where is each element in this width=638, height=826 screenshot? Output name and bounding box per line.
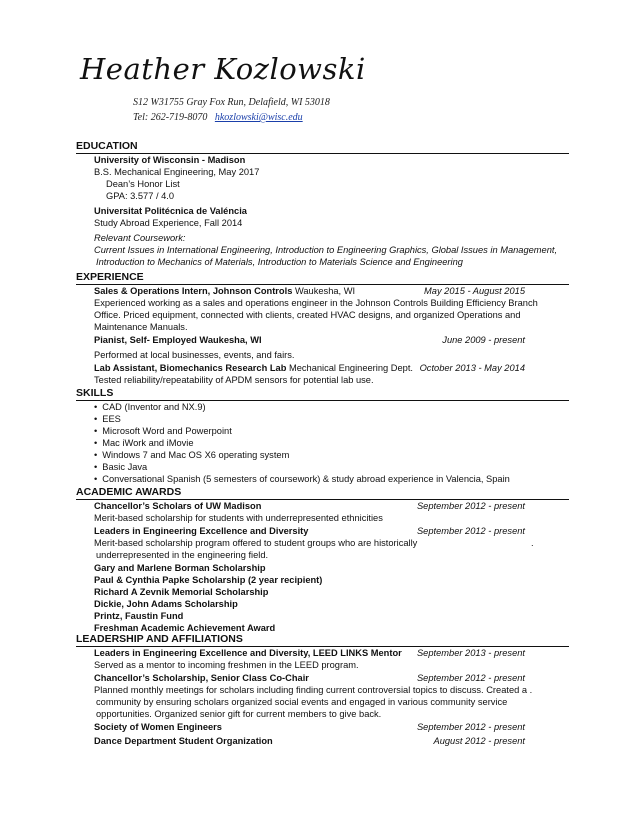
coursework-line: Current Issues in International Engineering, Introduction to Engineering Graphics, Global Issues in Management, <box>94 245 558 255</box>
award-title: Leaders in Engineering Excellence and Diversity <box>94 526 309 536</box>
role-desc: Planned monthly meetings for scholars including finding current controversial topics to discuss. Created a . <box>94 685 533 695</box>
job-date: October 2013 - May 2014 <box>419 363 525 373</box>
job-desc: Experienced working as a sales and operations engineer in the Johnson Controls Building Efficiency Branch <box>94 298 538 308</box>
role-desc: Served as a mentor to incoming freshmen in the LEED program. <box>94 660 359 670</box>
section-heading-experience: EXPERIENCE <box>76 271 569 285</box>
phone: Tel: 262-719-8070 <box>133 112 208 123</box>
job-desc: Tested reliability/repeatability of APDM sensors for potential lab use. <box>94 375 374 385</box>
skill-item: • Mac iWork and iMovie <box>94 437 194 449</box>
job-title-text: Lab Assistant, Biomechanics Research Lab <box>94 363 287 373</box>
role-title: Dance Department Student Organization <box>94 736 273 746</box>
skill-item: • Microsoft Word and Powerpoint <box>94 425 232 437</box>
skill-item: • Windows 7 and Mac OS X6 operating system <box>94 449 289 461</box>
award-title: Chancellor’s Scholars of UW Madison <box>94 501 262 511</box>
award-title: Paul & Cynthia Papke Scholarship (2 year recipient) <box>94 575 323 585</box>
role-date: August 2012 - present <box>433 736 525 746</box>
job-date: June 2009 - present <box>442 335 525 345</box>
award-title: Printz, Faustin Fund <box>94 611 184 621</box>
job-title: Pianist, Self- Employed Waukesha, WI <box>94 335 262 345</box>
job-title <box>94 362 413 374</box>
job-title-text: Sales & Operations Intern, Johnson Controls <box>94 286 293 296</box>
award-desc: Merit-based scholarship for students with underrepresented ethnicities <box>94 513 383 523</box>
abroad-experience: Study Abroad Experience, Fall 2014 <box>94 218 243 228</box>
award-title: Richard A Zevnik Memorial Scholarship <box>94 587 269 597</box>
gpa: GPA: 3.577 / 4.0 <box>106 191 175 201</box>
address: S12 W31755 Gray Fox Run, Delafield, WI 53018 <box>133 97 330 108</box>
job-title <box>94 285 355 297</box>
coursework-label: Relevant Coursework: <box>94 233 186 243</box>
job-location: Mechanical Engineering Dept. <box>286 363 413 373</box>
role-title: Society of Women Engineers <box>94 722 222 732</box>
school-name: University of Wisconsin - Madison <box>94 155 246 165</box>
role-title: Chancellor’s Scholarship, Senior Class Co-Chair <box>94 673 309 683</box>
award-title: Freshman Academic Achievement Award <box>94 623 276 633</box>
award-title: Dickie, John Adams Scholarship <box>94 599 238 609</box>
school-name-2: Universitat Politécnica de Valéncia <box>94 206 247 216</box>
email-link[interactable]: hkozlowski@wisc.edu <box>214 112 303 123</box>
coursework-line: Introduction to Mechanics of Materials, Introduction to Materials Science and Engineering <box>96 257 463 267</box>
role-date: September 2012 - present <box>416 722 525 732</box>
role-desc: opportunities. Organized senior gift for current members to give back. <box>96 709 382 719</box>
job-location: Waukesha, WI <box>292 286 356 296</box>
section-heading-education: EDUCATION <box>76 140 569 154</box>
section-heading-awards: ACADEMIC AWARDS <box>76 486 569 500</box>
skill-item: • Conversational Spanish (5 semesters of coursework) & study abroad experience in Valencia, Spain <box>94 473 510 485</box>
section-heading-skills: SKILLS <box>76 387 569 401</box>
job-desc: Office. Priced equipment, connected with clients, created HVAC designs, and organized Operations and <box>94 310 521 320</box>
award-title: Gary and Marlene Borman Scholarship <box>94 563 266 573</box>
award-desc: Merit-based scholarship program offered to student groups who are historically <box>94 538 418 548</box>
section-heading-leadership: LEADERSHIP AND AFFILIATIONS <box>76 633 569 647</box>
job-date: May 2015 - August 2015 <box>424 286 525 296</box>
skill-item: • Basic Java <box>94 461 147 473</box>
honor: Dean’s Honor List <box>106 179 180 189</box>
job-desc: Maintenance Manuals. <box>94 322 188 332</box>
skill-item: • EES <box>94 413 121 425</box>
contact-line <box>133 112 303 123</box>
role-desc: community by ensuring scholars organized social events and engaged in various community service <box>96 697 508 707</box>
award-date: September 2012 - present <box>416 501 525 511</box>
award-desc: underrepresented in the engineering field. <box>96 550 269 560</box>
role-date: September 2012 - present <box>416 673 525 683</box>
role-title: Leaders in Engineering Excellence and Diversity, LEED LINKS Mentor <box>94 648 402 658</box>
degree: B.S. Mechanical Engineering, May 2017 <box>94 167 260 177</box>
resume-name: Heather Kozlowski <box>80 52 366 86</box>
job-desc: Performed at local businesses, events, and fairs. <box>94 350 295 360</box>
role-date: September 2013 - present <box>416 648 525 658</box>
award-date: September 2012 - present <box>416 526 525 536</box>
stray-period: . <box>531 538 534 548</box>
skill-item: • CAD (Inventor and NX.9) <box>94 401 206 413</box>
